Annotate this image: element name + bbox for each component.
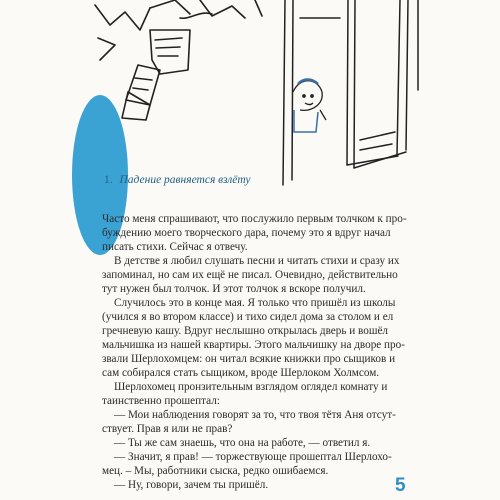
text-line: (учился я во втором классе) и тихо сидел дома за столом и ел [102,311,394,323]
text-line: тут нужен был толчок. И этот толчок я вскоре получил. [102,283,366,295]
text-line: мец. – Мы, работники сыска, редко ошибаемся. [102,465,329,477]
text-line: — Значит, я прав! — торжествующе прошептал Шерлохо- [114,451,392,463]
chapter-number: 1. [104,174,113,186]
text-line: — Мои наблюдения говорят за то, что твоя тётя Аня отсут- [114,409,396,421]
text-line: буждению моего творческого дара, почему это я вдруг начал [102,227,391,239]
text-line: — Ну, говори, зачем ты пришёл. [114,479,269,491]
text-line: запоминал, но сам их ещё не писал. Очевидно, действительно [102,269,398,281]
page-number: 5 [395,475,406,496]
text-line: В детстве я любил слушать песни и читать стихи и сразу их [114,255,400,267]
peeking-boy-drawing [293,80,326,133]
text-line: сам собирался стать сыщиком, вроде Шерлоком Холмсом. [102,367,380,379]
text-line: Часто меня спрашивают, что послужило первым толчком к про- [102,213,407,225]
door-drawing [283,0,418,185]
text-line: Шерлохомец пронзительным взглядом оглядел комнату и [114,381,388,393]
chapter-title: Падение равняется взлёту [119,174,251,186]
flying-papers-drawing [95,0,262,120]
text-line: мальчишка из нашей квартиры. Этого мальчишку на дворе про- [102,339,405,351]
text-line: звали Шерлохомцем: он читал всякие книжки про сыщиков и [102,353,396,365]
ink-illustration [0,0,500,195]
text-line: писать стихи. Сейчас я отвечу. [102,241,248,253]
text-line: — Ты же сам знаешь, что она на работе, — ответил я. [114,437,371,449]
text-line: гречневую кашу. Вдруг неслышно открылась дверь и вошёл [102,325,389,337]
text-line: ствует. Прав я или не прав? [102,423,233,435]
chapter-heading [104,174,250,186]
text-line: таинственно прошептал: [102,395,220,407]
text-line: Случилось это в конце мая. Я только что пришёл из школы [114,297,396,309]
